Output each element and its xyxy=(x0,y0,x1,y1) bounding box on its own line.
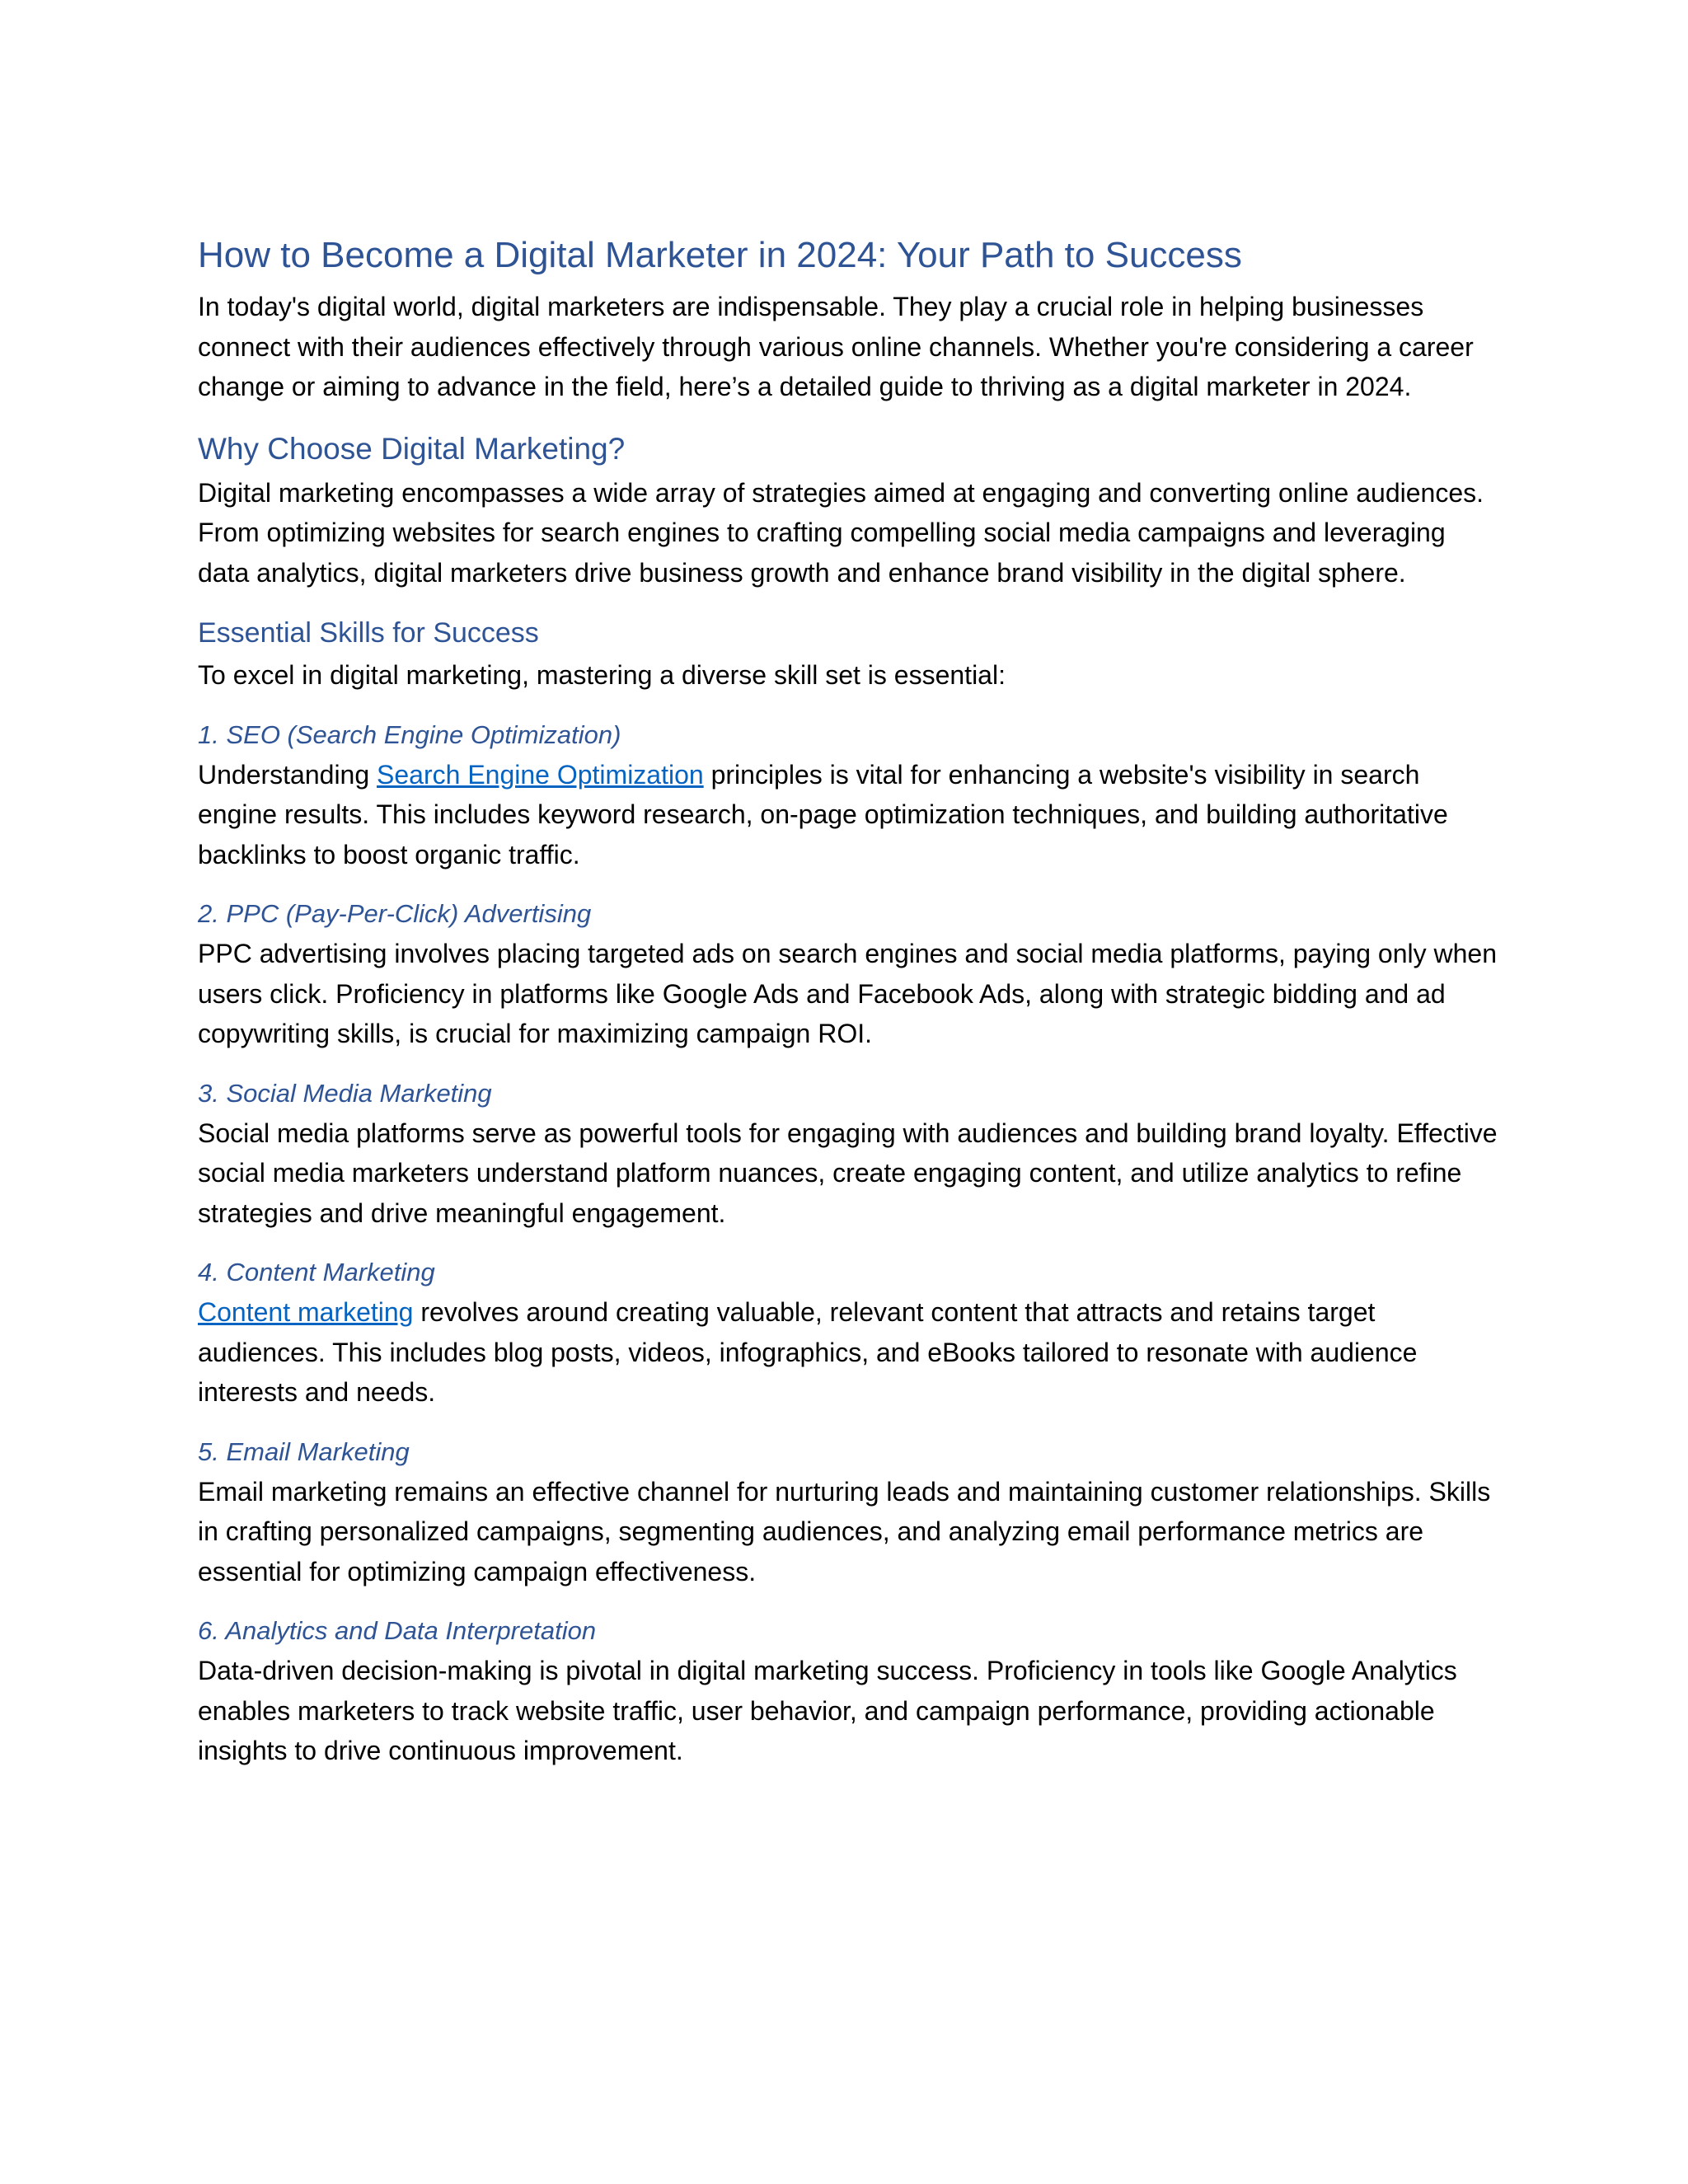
document-page xyxy=(198,231,1500,1771)
email-heading: 5. Email Marketing xyxy=(198,1436,410,1466)
seo-paragraph xyxy=(198,755,1500,875)
skills-heading: Essential Skills for Success xyxy=(198,617,539,649)
seo-text-after: principles is vital for enhancing a website's visibility in search engine results. This includes keyword research, on-page optimization techniques, and building authoritative backlinks to boost organic traffic. xyxy=(198,759,1448,869)
content-text-after: revolves around creating valuable, relevant content that attracts and retains target audiences. This includes blog posts, videos, infographics, and eBooks tailored to resonate with audience interests and needs. xyxy=(198,1297,1418,1407)
analytics-heading: 6. Analytics and Data Interpretation xyxy=(198,1616,597,1645)
social-paragraph: Social media platforms serve as powerful tools for engaging with audiences and building brand loyalty. Effective social media marketers understand platform nuances, create engaging content, and utilize analytics to refine strategies and drive meaningful engagement. xyxy=(198,1118,1498,1228)
seo-heading: 1. SEO (Search Engine Optimization) xyxy=(198,719,621,749)
content-heading: 4. Content Marketing xyxy=(198,1258,435,1286)
seo-link[interactable]: Search Engine Optimization xyxy=(377,759,704,790)
email-paragraph: Email marketing remains an effective channel for nurturing leads and maintaining customer relationships. Skills in crafting personalized campaigns, segmenting audiences, and analyzing email performance metrics are essential for optimizing campaign effectiveness. xyxy=(198,1476,1491,1586)
content-paragraph xyxy=(198,1292,1500,1413)
document-title: How to Become a Digital Marketer in 2024: Your Path to Success xyxy=(198,235,1242,275)
ppc-heading: 2. PPC (Pay-Per-Click) Advertising xyxy=(198,899,592,928)
why-heading: Why Choose Digital Marketing? xyxy=(198,431,626,466)
social-heading: 3. Social Media Marketing xyxy=(198,1078,492,1108)
ppc-paragraph: PPC advertising involves placing targeted ads on search engines and social media platforms, paying only when users click. Proficiency in platforms like Google Ads and Facebook Ads, along with strategic bidding and ad copywriting skills, is crucial for maximizing campaign ROI. xyxy=(198,939,1498,1048)
content-marketing-link[interactable]: Content marketing xyxy=(198,1297,414,1327)
skills-intro-paragraph: To excel in digital marketing, mastering a diverse skill set is essential: xyxy=(198,660,1006,690)
analytics-paragraph: Data-driven decision-making is pivotal in digital marketing success. Proficiency in tools like Google Analytics enables marketers to track website traffic, user behavior, and campaign performance, providing actionable insights to drive continuous improvement. xyxy=(198,1656,1457,1765)
seo-text-before: Understanding xyxy=(198,759,377,790)
why-paragraph: Digital marketing encompasses a wide array of strategies aimed at engaging and converting online audiences. From optimizing websites for search engines to crafting compelling social media campaigns and leveraging data analytics, digital marketers drive business growth and enhance brand visibility in the digital sphere. xyxy=(198,477,1484,588)
intro-paragraph: In today's digital world, digital marketers are indispensable. They play a crucial role in helping businesses connect with their audiences effectively through various online channels. Whether you're considering a career change or aiming to advance in the field, here’s a detailed guide to thriving as a digital marketer in 2024. xyxy=(198,292,1474,401)
